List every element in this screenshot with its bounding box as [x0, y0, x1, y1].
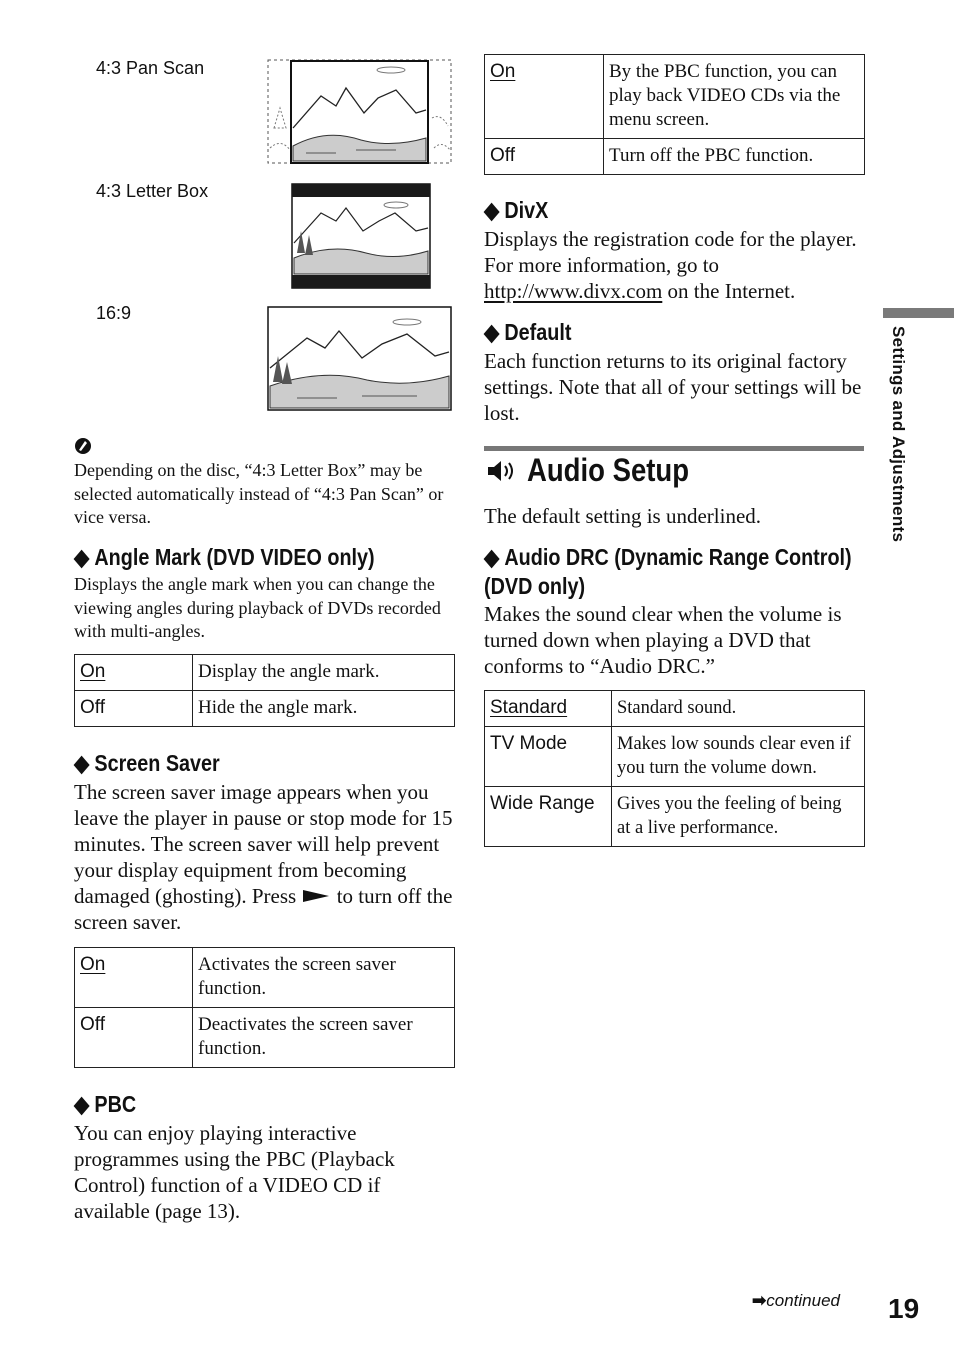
default-description: Each function returns to its original factory settings. Note that all of your settings will be lost. — [484, 349, 862, 425]
letter-box-illustration — [291, 183, 431, 289]
option-value: Display the angle mark. — [193, 655, 455, 691]
option-key[interactable]: On — [485, 55, 604, 139]
option-key[interactable]: On — [75, 655, 193, 691]
section-rule — [484, 446, 864, 451]
table-row — [75, 948, 455, 1008]
side-tab-bar — [883, 308, 954, 318]
option-value: Deactivates the screen saver function. — [193, 1008, 455, 1068]
pbc-description: You can enjoy playing interactive programmes using the PBC (Playback Control) function of a VIDEO CD if available (page 13). — [74, 1121, 395, 1223]
option-value: Turn off the PBC function. — [604, 139, 865, 175]
table-row — [485, 787, 865, 847]
play-button-icon — [301, 888, 331, 904]
divx-description: Displays the registration code for the player. For more information, go to http://www.divx.com on the Internet. — [484, 227, 857, 303]
option-value: Gives you the feeling of being at a live performance. — [612, 787, 865, 847]
audio-drc-heading: ◆ Audio DRC (Dynamic Range Control) (DVD only) — [484, 544, 852, 599]
aspect-label-pan-scan: 4:3 Pan Scan — [96, 58, 205, 78]
option-key[interactable]: Off — [75, 1008, 193, 1068]
pan-scan-illustration — [266, 58, 454, 166]
angle-mark-options-table — [74, 654, 455, 727]
pbc-heading: ◆ PBC — [74, 1091, 137, 1117]
option-key[interactable]: Wide Range — [485, 787, 612, 847]
option-value: Makes low sounds clear even if you turn the volume down. — [612, 727, 865, 787]
angle-mark-description: Displays the angle mark when you can change the viewing angles during playback of DVDs recorded with multi-angles. — [74, 574, 441, 641]
audio-setup-subtitle: The default setting is underlined. — [484, 504, 762, 528]
pbc-options-table — [484, 54, 865, 175]
note-text: Depending on the disc, “4:3 Letter Box” may be selected automatically instead of “4:3 Pan Scan” or vice versa. — [74, 460, 444, 527]
table-row — [485, 55, 865, 139]
table-row — [485, 727, 865, 787]
table-row — [75, 1008, 455, 1068]
table-row — [75, 655, 455, 691]
arrow-right-icon: ➡ — [752, 1291, 767, 1310]
option-key[interactable]: TV Mode — [485, 727, 612, 787]
divx-heading: ◆ DivX — [484, 197, 549, 223]
screen-saver-options-table — [74, 947, 455, 1068]
divx-link[interactable]: http://www.divx.com — [484, 279, 663, 303]
option-value: Activates the screen saver function. — [193, 948, 455, 1008]
angle-mark-heading: ◆ Angle Mark (DVD VIDEO only) — [74, 544, 375, 570]
widescreen-illustration — [267, 306, 453, 412]
table-row — [485, 691, 865, 727]
option-key[interactable]: Off — [485, 139, 604, 175]
audio-setup-title: Audio Setup — [527, 452, 690, 488]
speaker-icon — [486, 458, 520, 484]
table-row — [485, 139, 865, 175]
option-value: Standard sound. — [612, 691, 865, 727]
option-key[interactable]: On — [75, 948, 193, 1008]
aspect-label-16-9: 16:9 — [96, 303, 132, 323]
screen-saver-heading: ◆ Screen Saver — [74, 750, 220, 776]
side-tab-label: Settings and Adjustments — [889, 326, 908, 543]
default-heading: ◆ Default — [484, 319, 572, 345]
note-pencil-icon — [74, 437, 92, 455]
audio-drc-description: Makes the sound clear when the volume is turned down when playing a DVD that conforms to “Audio DRC.” — [484, 602, 842, 678]
screen-saver-description: The screen saver image appears when you leave the player in pause or stop mode for 15 minutes. The screen saver will help prevent your display equipment from becoming damaged (ghosting). Press to turn off the screen saver. — [74, 780, 453, 934]
table-row — [75, 691, 455, 727]
aspect-label-letter-box: 4:3 Letter Box — [96, 181, 209, 201]
continued-indicator: ➡continued — [752, 1291, 840, 1310]
option-key[interactable]: Standard — [485, 691, 612, 727]
option-value: Hide the angle mark. — [193, 691, 455, 727]
option-value: By the PBC function, you can play back VIDEO CDs via the menu screen. — [604, 55, 865, 139]
audio-drc-options-table — [484, 690, 865, 847]
option-key[interactable]: Off — [75, 691, 193, 727]
page-number: 19 — [888, 1293, 920, 1324]
